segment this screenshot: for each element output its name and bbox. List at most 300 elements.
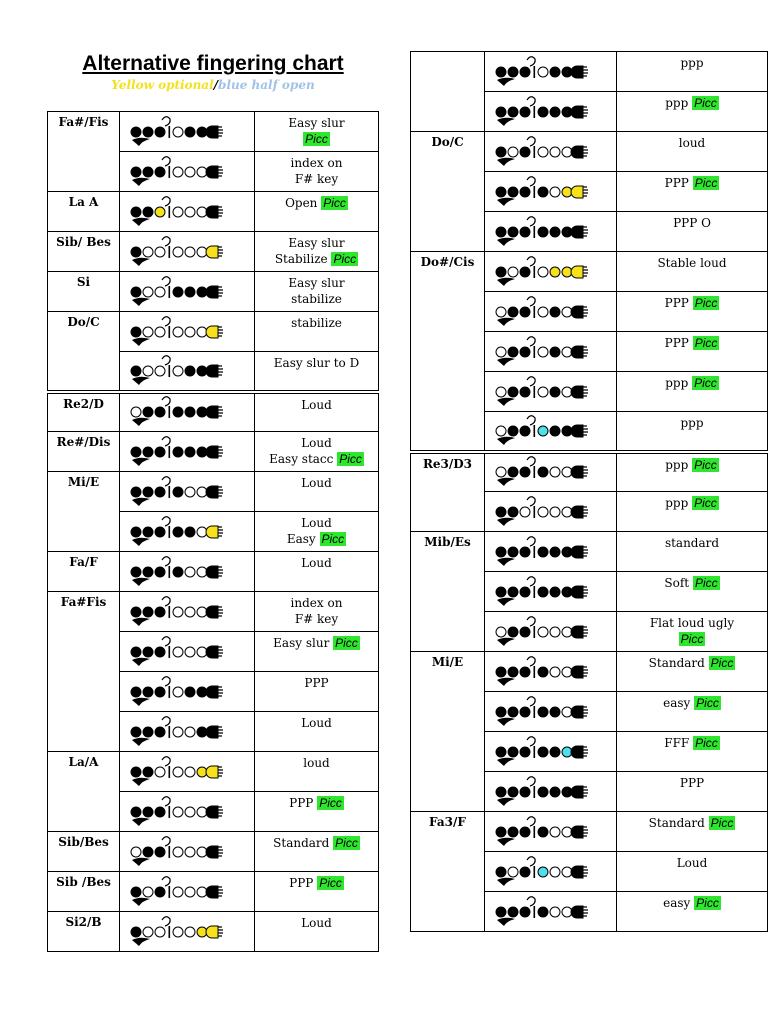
hand-divider [169,886,171,898]
note-name: Sib/Bes [48,832,120,872]
comment-line [255,555,378,571]
fingering-diagram [491,614,611,650]
table-row [411,452,768,492]
comment-cell [617,732,768,772]
thumb-key-icon [497,917,515,925]
tone-hole [508,907,518,917]
fingering-cell [485,612,617,652]
fingering-cell [120,832,255,872]
upper-key-icon [527,56,535,65]
comment-line [617,855,767,871]
comment-cell [255,192,379,232]
tone-hole [143,807,153,817]
tone-hole [508,307,518,317]
comment-text: Easy slur to D [273,356,360,370]
fingering-cell [485,692,617,732]
comment-line [255,611,378,627]
comment-cell [617,412,768,452]
tone-hole [550,587,560,597]
end-key-icon [206,526,218,538]
tone-hole [550,467,560,477]
end-key-icon [571,425,583,437]
tone-hole [185,647,195,657]
comment-cell [255,552,379,592]
upper-key-icon [162,676,170,685]
hand-divider [169,406,171,418]
tone-hole [143,287,153,297]
tone-hole [131,207,141,217]
tone-hole [550,147,560,157]
upper-key-icon [162,596,170,605]
fingering-diagram [126,234,246,270]
end-key-icon [206,646,218,658]
fingering-diagram [126,554,246,590]
tone-hole [143,447,153,457]
comment-cell [255,872,379,912]
tone-hole [538,907,548,917]
tone-hole [496,227,506,237]
hand-divider [169,766,171,778]
tone-hole [143,207,153,217]
hand-divider [169,365,171,377]
comment-text: FFF [664,736,690,750]
comment-text: ppp [680,56,704,70]
fingering-cell [120,672,255,712]
end-key-icon [571,666,583,678]
tone-hole [520,467,530,477]
tone-hole [508,187,518,197]
note-name: Fa#/Fis [48,112,120,192]
fingering-diagram [491,654,611,690]
fingering-cell [485,532,617,572]
tone-hole [155,807,165,817]
tone-hole [508,347,518,357]
tone-hole [508,147,518,157]
comment-text: Easy slur [273,636,330,650]
comment-line [617,695,767,711]
comment-line [617,215,767,231]
comment-line [255,315,378,331]
comment-line [255,475,378,491]
thumb-key-icon [132,337,150,345]
upper-key-icon [527,176,535,185]
upper-key-icon [162,436,170,445]
tone-hole [508,227,518,237]
tone-hole [155,687,165,697]
end-key-icon [206,766,218,778]
fingering-cell [120,872,255,912]
tone-hole [550,387,560,397]
end-key-icon [571,306,583,318]
tone-hole [173,767,183,777]
tone-hole [508,426,518,436]
thumb-key-icon [497,637,515,645]
fingering-cell [120,752,255,792]
thumb-key-icon [132,937,150,945]
fingering-cell [485,452,617,492]
fingering-diagram [126,434,246,470]
thumb-key-icon [497,837,515,845]
end-key-lines [583,867,588,876]
end-key-icon [571,746,583,758]
tone-hole [550,827,560,837]
end-key-icon [206,206,218,218]
end-key-icon [206,246,218,258]
end-key-lines [218,447,223,456]
end-key-lines [583,147,588,156]
upper-key-icon [162,397,170,406]
thumb-key-icon [497,397,515,405]
tone-hole [155,127,165,137]
comment-line [617,95,767,111]
comment-line [255,531,378,547]
tone-hole [520,347,530,357]
thumb-key-icon [132,177,150,185]
comment-text: Loud [301,436,332,450]
tone-hole [520,267,530,277]
tone-hole [131,567,141,577]
tone-hole [185,447,195,457]
tone-hole [131,927,141,937]
picc-badge: Picc [696,696,719,710]
upper-key-icon [527,216,535,225]
thumb-key-icon [132,376,150,384]
thumb-key-icon [497,757,515,765]
tone-hole [496,426,506,436]
table-row [48,112,379,152]
hand-divider [534,666,536,678]
thumb-key-icon [132,497,150,505]
fingering-cell [485,412,617,452]
fingering-diagram [491,814,611,850]
upper-key-icon [162,316,170,325]
end-key-lines [583,667,588,676]
note-name: Si2/B [48,912,120,952]
end-key-icon [571,146,583,158]
tone-hole [131,687,141,697]
tone-hole [538,587,548,597]
comment-line [617,295,767,311]
fingering-diagram [491,94,611,130]
comment-cell [617,252,768,292]
tone-hole [131,767,141,777]
end-key-icon [206,166,218,178]
thumb-key-icon [497,357,515,365]
tone-hole [173,687,183,697]
fingering-diagram [126,714,246,750]
picc-badge: Picc [694,457,717,472]
hand-divider [534,826,536,838]
table-row [48,912,379,952]
upper-key-icon [162,276,170,285]
fingering-cell [485,52,617,92]
tone-hole [508,387,518,397]
note-name: Re#/Dis [48,432,120,472]
upper-key-icon [527,376,535,385]
fingering-cell [120,792,255,832]
tone-hole [155,327,165,337]
tone-hole [538,467,548,477]
tone-hole [143,167,153,177]
thumb-key-icon [132,857,150,865]
tone-hole [131,167,141,177]
comment-cell [255,672,379,712]
tone-hole [143,527,153,537]
tone-hole [550,227,560,237]
upper-key-icon [527,856,535,865]
tone-hole [131,887,141,897]
end-key-lines [218,127,223,136]
tone-hole [185,207,195,217]
upper-key-icon [527,296,535,305]
tone-hole [508,667,518,677]
tone-hole [508,587,518,597]
upper-key-icon [527,656,535,665]
tone-hole [155,287,165,297]
hand-divider [534,786,536,798]
chart-legend [48,78,378,92]
comment-text: Loud [301,716,332,730]
tone-hole [155,487,165,497]
tone-hole [550,547,560,557]
tone-hole [520,827,530,837]
upper-key-icon [527,336,535,345]
comment-cell [255,152,379,192]
comment-line [255,355,378,371]
end-key-icon [206,326,218,338]
comment-text: easy [663,896,691,910]
tone-hole [185,727,195,737]
tone-hole [550,867,560,877]
end-key-icon [571,66,583,78]
tone-hole [550,507,560,517]
thumb-key-icon [132,617,150,625]
end-key-lines [583,587,588,596]
fingering-diagram [491,454,611,490]
tone-hole [520,547,530,557]
upper-key-icon [162,236,170,245]
tone-hole [131,247,141,257]
tone-hole [173,727,183,737]
fingering-cell [120,352,255,392]
hand-divider [169,446,171,458]
thumb-key-icon [497,797,515,805]
tone-hole [538,627,548,637]
end-key-icon [206,126,218,138]
tone-hole [550,747,560,757]
end-key-icon [571,706,583,718]
comment-cell [255,752,379,792]
comment-cell [617,612,768,652]
thumb-key-icon [132,217,150,225]
tone-hole [143,727,153,737]
fingering-cell [485,852,617,892]
picc-badge: Picc [694,96,717,110]
comment-line [617,575,767,591]
fingering-cell [485,292,617,332]
end-key-lines [218,767,223,776]
fingering-diagram [126,353,246,389]
picc-badge: Picc [305,132,328,146]
tone-hole [520,707,530,717]
tone-hole [538,107,548,117]
tone-hole [496,867,506,877]
comment-line [617,335,767,351]
picc-badge: Picc [694,376,717,390]
tone-hole [143,127,153,137]
tone-hole [185,247,195,257]
fingering-cell [485,252,617,292]
comment-cell [617,812,768,852]
comment-line [617,775,767,791]
tone-hole [185,527,195,537]
end-key-lines [583,827,588,836]
tone-hole [143,407,153,417]
tone-hole [185,167,195,177]
tone-hole [131,807,141,817]
fingering-cell [120,152,255,192]
fingering-cell [485,172,617,212]
comment-text: Standard [273,836,330,850]
tone-hole [520,147,530,157]
upper-key-icon [527,496,535,505]
fingering-diagram [491,534,611,570]
comment-line [255,235,378,251]
comment-line [617,135,767,151]
picc-badge: Picc [694,296,718,310]
comment-line [617,175,767,191]
tone-hole [155,447,165,457]
comment-cell [617,572,768,612]
comment-line [255,451,378,467]
end-key-icon [206,606,218,618]
tone-hole [538,307,548,317]
comment-cell [255,392,379,432]
fingering-diagram [491,334,611,370]
tone-hole [538,747,548,757]
note-name: Do#/Cis [411,252,485,452]
picc-badge: Picc [321,532,345,546]
comment-cell [255,112,379,152]
tone-hole [508,707,518,717]
fingering-diagram [126,754,246,790]
upper-key-icon [162,796,170,805]
hand-divider [169,926,171,938]
tone-hole [143,687,153,697]
tone-hole [143,327,153,337]
picc-badge: Picc [694,496,717,510]
comment-cell [617,52,768,92]
picc-badge: Picc [710,656,734,670]
fingering-cell [485,772,617,812]
picc-badge: Picc [319,796,342,810]
fingering-diagram [491,294,611,330]
tone-hole [496,667,506,677]
tone-hole [496,547,506,557]
comment-cell [617,692,768,732]
thumb-key-icon [497,117,515,125]
hand-divider [534,66,536,78]
hand-divider [534,306,536,318]
thumb-key-icon [132,418,150,426]
tone-hole [173,247,183,257]
tone-hole [520,667,530,677]
comment-line [255,115,378,131]
tone-hole [173,287,183,297]
comment-line [255,755,378,771]
tone-hole [496,387,506,397]
tone-hole [173,487,183,497]
table-row [411,532,768,572]
end-key-lines [583,547,588,556]
tone-hole [508,547,518,557]
end-key-icon [571,346,583,358]
upper-key-icon [527,536,535,545]
comment-line [255,275,378,291]
end-key-icon [571,186,583,198]
picc-badge: Picc [323,196,346,210]
page-title: Alternative fingering chart [82,52,344,75]
comment-line [255,251,378,267]
tone-hole [538,867,548,877]
comment-cell [255,632,379,672]
comment-text: Loud [301,516,332,530]
tone-hole [155,167,165,177]
comment-text: Loud [301,476,332,490]
comment-line [255,171,378,187]
fingering-cell [485,812,617,852]
comment-cell [255,232,379,272]
thumb-key-icon [497,717,515,725]
end-key-lines [218,607,223,616]
upper-key-icon [527,736,535,745]
thumb-key-icon [132,137,150,145]
end-key-lines [218,807,223,816]
end-key-lines [583,467,588,476]
comment-line [617,895,767,911]
note-name: Do/C [48,312,120,392]
comment-cell [617,852,768,892]
tone-hole [550,707,560,717]
fingering-cell [120,392,255,432]
table-row [48,392,379,432]
hand-divider [169,646,171,658]
fingering-diagram [126,394,246,430]
hand-divider [169,206,171,218]
thumb-key-icon [132,537,150,545]
tone-hole [538,827,548,837]
picc-badge: Picc [680,632,704,646]
fingering-diagram [491,413,611,449]
hand-divider [534,866,536,878]
tone-hole [508,507,518,517]
comment-text: Easy [286,532,316,546]
tone-hole [538,387,548,397]
fingering-diagram [491,494,611,530]
hand-divider [534,546,536,558]
comment-cell [255,832,379,872]
fingering-cell [485,132,617,172]
end-key-icon [206,846,218,858]
tone-hole [185,767,195,777]
comment-text: index on [290,156,343,170]
tone-hole [508,67,518,77]
hand-divider [534,146,536,158]
upper-key-icon [162,756,170,765]
hand-divider [534,346,536,358]
upper-key-icon [527,696,535,705]
thumb-key-icon [132,297,150,305]
